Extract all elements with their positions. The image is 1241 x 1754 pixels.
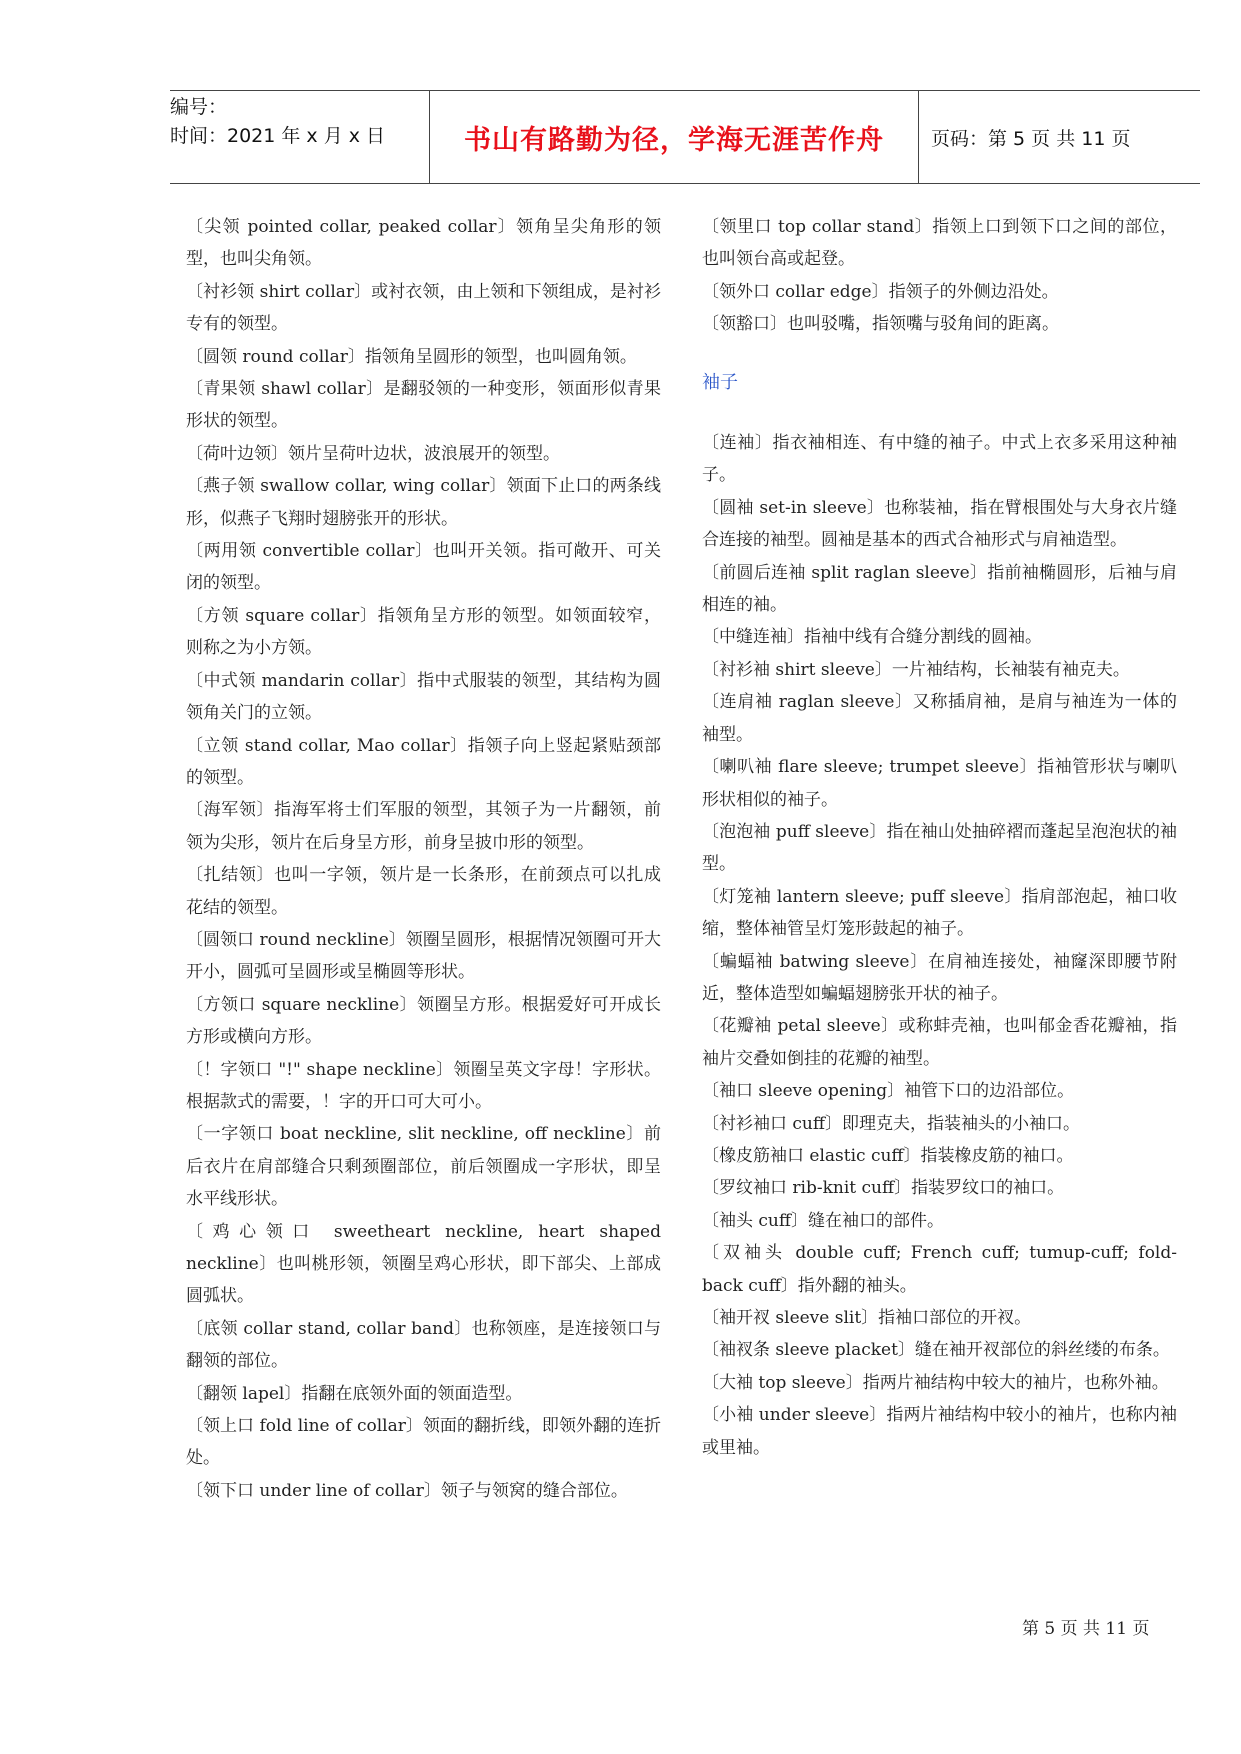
right-column xyxy=(702,211,1177,1464)
glossary-entry: 〔大袖 top sleeve〕指两片袖结构中较大的袖片，也称外袖。 xyxy=(702,1372,1169,1393)
glossary-entry: 〔青果领 shawl collar〕是翻驳领的一种变形，领面形似青果形状的领型。 xyxy=(186,379,661,432)
glossary-entry: 〔灯笼袖 lantern sleeve; puff sleeve〕指肩部泡起，袖口收缩，整体袖管呈灯笼形鼓起的袖子。 xyxy=(702,886,1177,940)
glossary-entry: 〔衬衫领 shirt collar〕或衬衣领，由上领和下领组成，是衬衫专有的领型。 xyxy=(186,281,661,335)
glossary-entry: 〔中式领 mandarin collar〕指中式服装的领型，其结构为圆领角关门的立领。 xyxy=(186,670,661,724)
glossary-entry: 〔袖头 cuff〕缝在袖口的部件。 xyxy=(702,1210,944,1231)
glossary-entry: 〔！字领口 "!" shape neckline〕领圈呈英文字母！字形状。根据款式的需要，！字的开口可大可小。 xyxy=(186,1059,661,1112)
glossary-entry: 〔圆袖 set-in sleeve〕也称装袖，指在臂根围处与大身衣片缝合连接的袖型。圆袖是基本的西式合袖形式与肩袖造型。 xyxy=(702,497,1177,551)
glossary-entry: 〔连袖〕指衣袖相连、有中缝的袖子。中式上衣多采用这种袖子。 xyxy=(702,433,1177,486)
glossary-entry: 〔一字领口 boat neckline, slit neckline, off neckline〕前后衣片在肩部缝合只剩颈圈部位，前后领圈成一字形状，即呈水平线形状。 xyxy=(186,1124,661,1210)
glossary-entry: 〔泡泡袖 puff sleeve〕指在袖山处抽碎褶而蓬起呈泡泡状的袖型。 xyxy=(702,821,1177,875)
glossary-entry: 〔衬衫袖 shirt sleeve〕一片袖结构，长袖装有袖克夫。 xyxy=(702,659,1130,680)
glossary-entry: 〔领下口 under line of collar〕领子与领窝的缝合部位。 xyxy=(186,1480,628,1501)
glossary-entry: 〔花瓣袖 petal sleeve〕或称蚌壳袖，也叫郁金香花瓣袖，指袖片交叠如倒挂的花瓣的袖型。 xyxy=(702,1016,1177,1069)
page-footer: 第 5 页 共 11 页 xyxy=(1022,1619,1150,1639)
glossary-entry: 〔立领 stand collar, Mao collar〕指领子向上竖起紧贴颈部的领型。 xyxy=(186,735,661,788)
glossary-entry: 〔领外口 collar edge〕指领子的外侧边沿处。 xyxy=(702,281,1059,302)
glossary-entry: 〔袖口 sleeve opening〕袖管下口的边沿部位。 xyxy=(702,1081,1075,1102)
glossary-entry: 〔海军领〕指海军将士们军服的领型，其领子为一片翻领，前领为尖形，领片在后身呈方形，前身呈披巾形的领型。 xyxy=(186,800,661,853)
glossary-entry: 〔罗纹袖口 rib-knit cuff〕指装罗纹口的袖口。 xyxy=(702,1178,1065,1199)
glossary-entry: 〔荷叶边领〕领片呈荷叶边状，波浪展开的领型。 xyxy=(186,443,560,464)
left-column xyxy=(186,211,661,1507)
glossary-entry: 〔扎结领〕也叫一字领，领片是一长条形，在前颈点可以扎成花结的领型。 xyxy=(186,865,661,918)
glossary-entry: 〔中缝连袖〕指袖中线有合缝分割线的圆袖。 xyxy=(702,627,1042,648)
glossary-entry: 〔袖开衩 sleeve slit〕指袖口部位的开衩。 xyxy=(702,1308,1032,1328)
header-meta xyxy=(170,91,430,183)
glossary-entry: 〔领豁口〕也叫驳嘴，指领嘴与驳角间的距离。 xyxy=(702,314,1059,335)
glossary-entry: 〔小袖 under sleeve〕指两片袖结构中较小的袖片，也称内袖或里袖。 xyxy=(702,1405,1177,1458)
glossary-entry: 〔喇叭袖 flare sleeve; trumpet sleeve〕指袖管形状与喇叭形状相似的袖子。 xyxy=(702,757,1177,810)
header-motto: 书山有路勤为径，学海无涯苦作舟 xyxy=(430,91,919,183)
glossary-entry: 〔前圆后连袖 split raglan sleeve〕指前袖椭圆形，后袖与肩相连的袖。 xyxy=(702,562,1177,616)
glossary-entry: 〔两用领 convertible collar〕也叫开关领。指可敞开、可关闭的领型。 xyxy=(186,541,661,594)
glossary-entry: 〔衬衫袖口 cuff〕即理克夫，指装袖头的小袖口。 xyxy=(702,1113,1080,1134)
glossary-entry: 〔连肩袖 raglan sleeve〕又称插肩袖，是肩与袖连为一体的袖型。 xyxy=(702,692,1177,745)
glossary-entry: 〔鸡心领口 sweetheart neckline, heart shaped neckline〕也叫桃形领，领圈呈鸡心形状，即下部尖、上部成圆弧状。 xyxy=(186,1221,661,1307)
header-page-number: 页码：第 5 页 共 11 页 xyxy=(931,127,1131,150)
page-header xyxy=(170,90,1200,184)
glossary-entry: 〔蝙蝠袖 batwing sleeve〕在肩袖连接处，袖窿深即腰节附近，整体造型如蝙蝠翅膀张开状的袖子。 xyxy=(702,951,1177,1004)
glossary-entry: 〔圆领口 round neckline〕领圈呈圆形，根据情况领圈可开大开小，圆弧可呈圆形或呈椭圆等形状。 xyxy=(186,929,661,983)
document-time-label: 时间：2021 年 x 月 x 日 xyxy=(170,125,386,147)
document-number-label: 编号： xyxy=(170,96,228,118)
glossary-entry: 〔领里口 top collar stand〕指领上口到领下口之间的部位，也叫领台高或起登。 xyxy=(702,217,1177,270)
glossary-entry: 〔圆领 round collar〕指领角呈圆形的领型，也叫圆角领。 xyxy=(186,346,637,367)
glossary-entry: 〔橡皮筋袖口 elastic cuff〕指装橡皮筋的袖口。 xyxy=(702,1145,1074,1166)
glossary-entry: 〔方领 square collar〕指领角呈方形的领型。如领面较窄，则称之为小方领。 xyxy=(186,605,661,659)
glossary-entry: 〔袖衩条 sleeve placket〕缝在袖开衩部位的斜丝缕的布条。 xyxy=(702,1340,1170,1361)
glossary-entry: 〔尖领 pointed collar, peaked collar〕领角呈尖角形的领型，也叫尖角领。 xyxy=(186,217,661,270)
glossary-entry: 〔方领口 square neckline〕领圈呈方形。根据爱好可开成长方形或横向方形。 xyxy=(186,994,661,1048)
glossary-entry: 〔领上口 fold line of collar〕领面的翻折线，即领外翻的连折处。 xyxy=(186,1416,661,1469)
section-title: 袖子 xyxy=(702,371,738,393)
glossary-entry: 〔双袖头 double cuff; French cuff; tumup-cuff; fold-back cuff〕指外翻的袖头。 xyxy=(702,1243,1177,1296)
glossary-entry: 〔翻领 lapel〕指翻在底领外面的领面造型。 xyxy=(186,1383,523,1404)
glossary-entry: 〔燕子领 swallow collar, wing collar〕领面下止口的两条线形，似燕子飞翔时翅膀张开的形状。 xyxy=(186,476,661,529)
glossary-entry: 〔底领 collar stand, collar band〕也称领座，是连接领口与翻领的部位。 xyxy=(186,1318,661,1372)
